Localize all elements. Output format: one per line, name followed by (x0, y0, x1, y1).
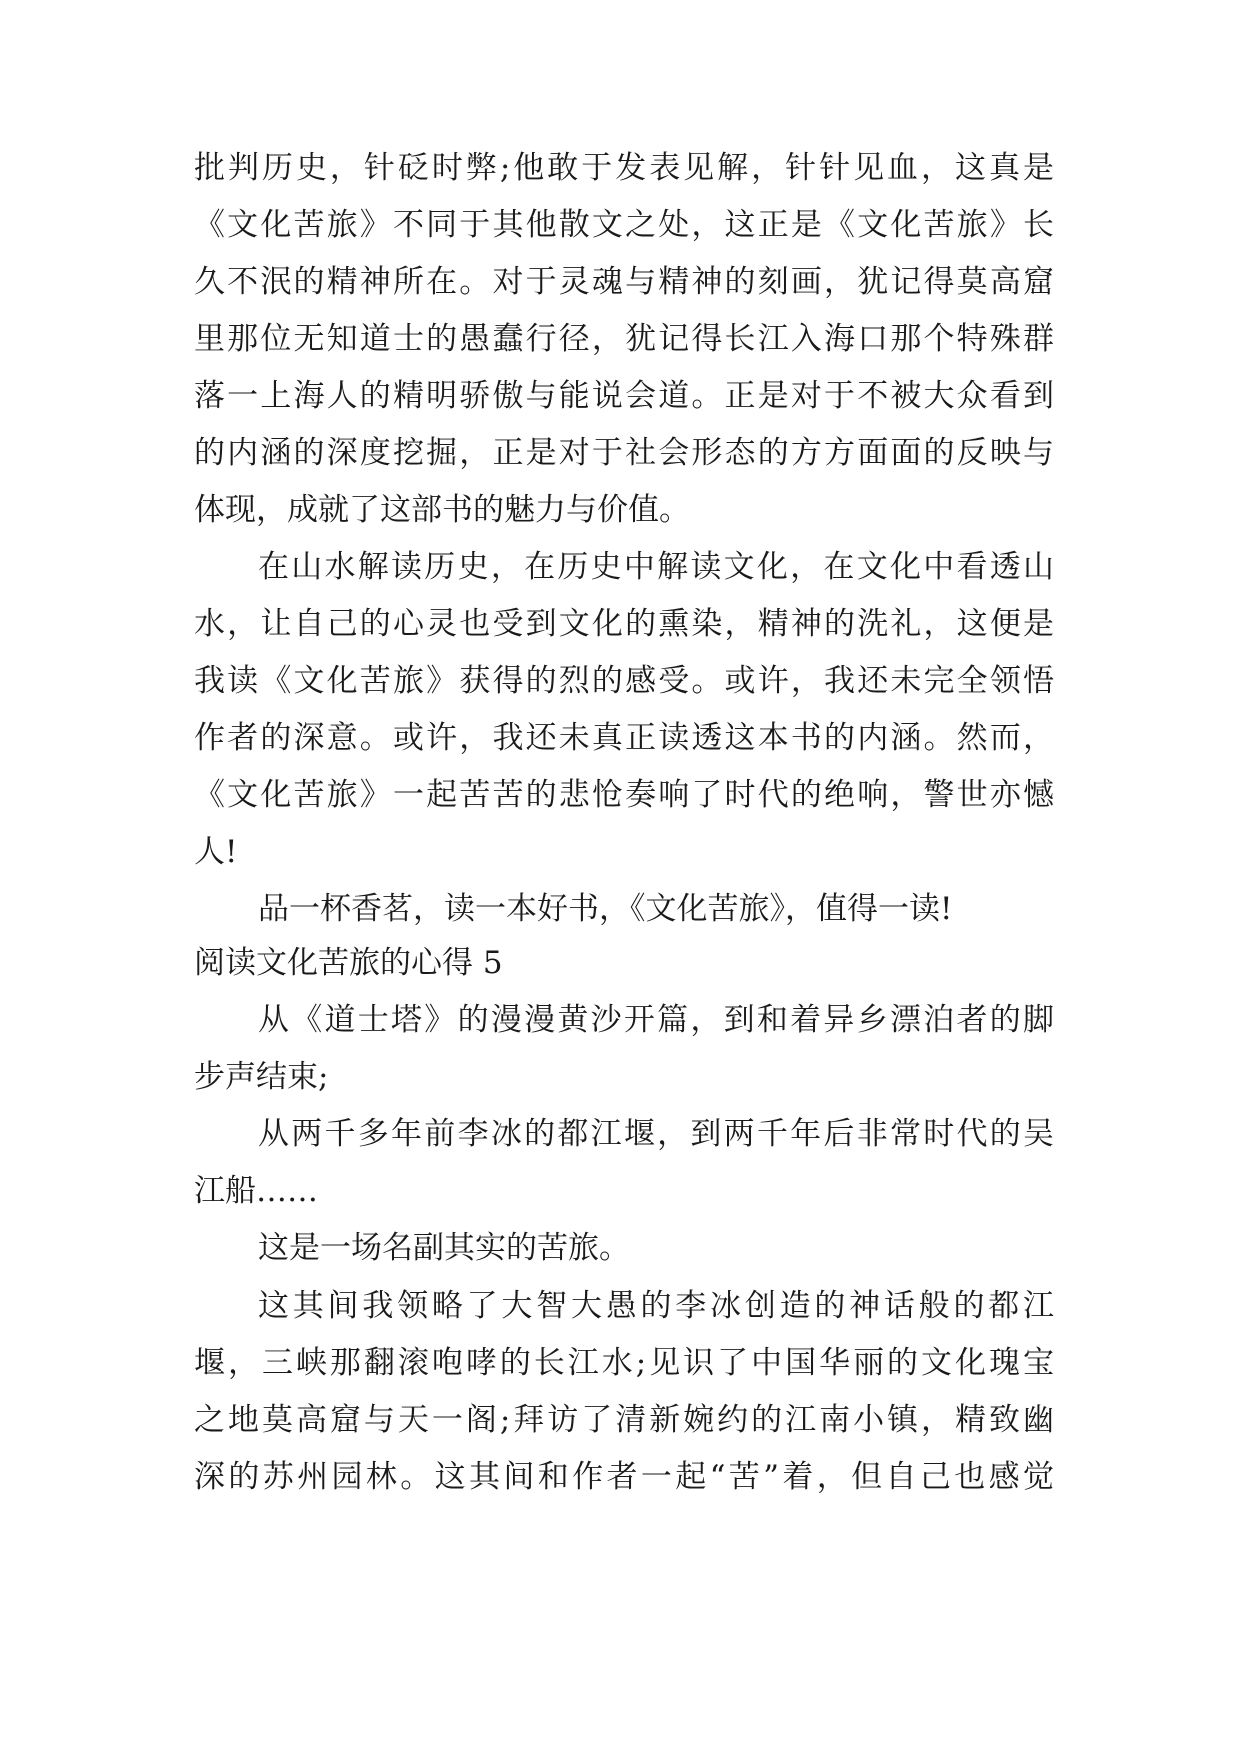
paragraph-line: 从《道士塔》的漫漫黄沙开篇，到和着异乡漂泊者的脚 (258, 1002, 1054, 1038)
paragraph-line: 落一上海人的精明骄傲与能说会道。正是对于不被大众看到 (194, 378, 1054, 414)
paragraph-line: 的内涵的深度挖掘，正是对于社会形态的方方面面的反映与 (194, 435, 1054, 471)
paragraph-line: 之地莫高窟与天一阁;拜访了清新婉约的江南小镇，精致幽 (194, 1402, 1054, 1438)
paragraph-line: 水，让自己的心灵也受到文化的熏染，精神的洗礼，这便是 (194, 606, 1054, 642)
paragraph-line: 这是一场名副其实的苦旅。 (258, 1230, 630, 1266)
paragraph-line: 这其间我领略了大智大愚的李冰创造的神话般的都江 (258, 1288, 1054, 1324)
paragraph-line: 从两千多年前李冰的都江堰，到两千年后非常时代的吴 (258, 1116, 1054, 1152)
paragraph-line: 我读《文化苦旅》获得的烈的感受。或许，我还未完全领悟 (194, 663, 1054, 699)
paragraph-line: 里那位无知道士的愚蠢行径，犹记得长江入海口那个特殊群 (194, 321, 1054, 357)
paragraph-line: 人! (194, 834, 238, 870)
paragraph-line: 江船…… (194, 1173, 318, 1209)
paragraph-line: 品一杯香茗，读一本好书，《文化苦旅》，值得一读! (258, 891, 953, 927)
paragraph-line: 久不泯的精神所在。对于灵魂与精神的刻画，犹记得莫高窟 (194, 264, 1054, 300)
paragraph-line: 《文化苦旅》不同于其他散文之处，这正是《文化苦旅》长 (194, 207, 1054, 243)
paragraph-line: 在山水解读历史，在历史中解读文化，在文化中看透山 (258, 549, 1054, 585)
section-heading: 阅读文化苦旅的心得 5 (194, 945, 503, 981)
paragraph-line: 堰，三峡那翻滚咆哮的长江水;见识了中国华丽的文化瑰宝 (194, 1345, 1054, 1381)
paragraph-line: 《文化苦旅》一起苦苦的悲怆奏响了时代的绝响，警世亦憾 (194, 777, 1054, 813)
paragraph-line: 体现，成就了这部书的魅力与价值。 (194, 492, 690, 528)
paragraph-line: 批判历史，针砭时弊;他敢于发表见解，针针见血，这真是 (194, 150, 1054, 186)
paragraph-line: 步声结束; (194, 1059, 329, 1095)
paragraph-line: 深的苏州园林。这其间和作者一起“苦”着，但自己也感觉 (194, 1459, 1054, 1495)
paragraph-line: 作者的深意。或许，我还未真正读透这本书的内涵。然而， (194, 720, 1054, 756)
